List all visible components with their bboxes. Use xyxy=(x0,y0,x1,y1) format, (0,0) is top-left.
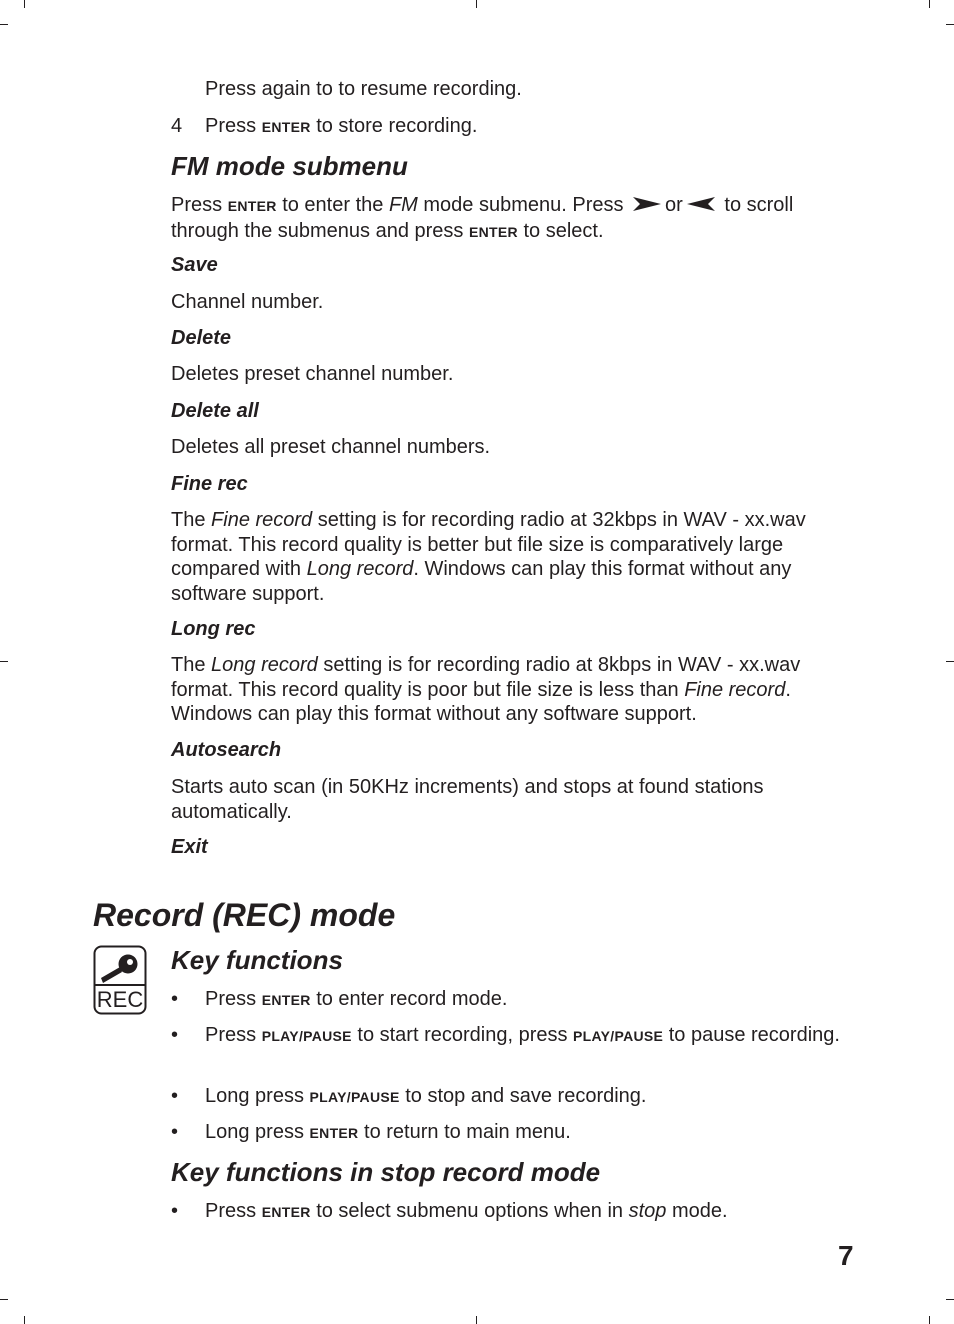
record-mode-heading: Record (REC) mode xyxy=(93,897,396,933)
delete-heading: Delete xyxy=(171,327,232,349)
list-item: • Press ENTER to select submenu options when in stop mode. xyxy=(171,1200,728,1222)
long-rec-text: The Long record setting is for recording radio at 8kbps in WAV - xx.wav format. This record quality is poor but file size is less than Fine record. Windows can play this format without any software support. xyxy=(171,654,801,725)
left-arrow-icon xyxy=(687,197,715,211)
delete-text: Deletes preset channel number. xyxy=(171,363,454,385)
list-item: • Press PLAY/PAUSE to start recording, press PLAY/PAUSE to pause recording. xyxy=(171,1024,840,1046)
list-item: • Long press ENTER to return to main menu. xyxy=(171,1121,571,1143)
bullet: • xyxy=(171,988,179,1010)
save-heading: Save xyxy=(171,254,218,276)
list-item: • Long press PLAY/PAUSE to stop and save recording. xyxy=(171,1085,647,1107)
key-functions-heading: Key functions xyxy=(171,945,343,975)
crop-mark xyxy=(946,661,954,662)
crop-mark xyxy=(0,1299,8,1300)
crop-mark xyxy=(24,1316,25,1324)
step-number: 4 xyxy=(171,115,183,137)
fine-rec-text: The Fine record setting is for recording radio at 32kbps in WAV - xx.wav format. This record quality is better but file size is comparatively large compared with Long record. Windows can play this format without any software support. xyxy=(171,509,806,605)
bullet: • xyxy=(171,1121,179,1143)
fm-submenu-heading: FM mode submenu xyxy=(171,151,408,181)
step-text: Press ENTER to store recording. xyxy=(205,115,478,137)
step-4 xyxy=(171,114,478,139)
fine-rec-heading: Fine rec xyxy=(171,473,248,495)
delete-all-heading: Delete all xyxy=(171,400,259,422)
crop-mark xyxy=(476,1316,477,1324)
page-number: 7 xyxy=(838,1240,854,1271)
autosearch-text: Starts auto scan (in 50KHz increments) and stops at found stations automatically. xyxy=(171,776,764,823)
crop-mark xyxy=(946,1299,954,1300)
crop-mark xyxy=(0,24,8,25)
long-rec-heading: Long rec xyxy=(171,618,256,640)
crop-mark xyxy=(24,0,25,8)
crop-mark xyxy=(476,0,477,8)
resume-line: Press again to to resume recording. xyxy=(205,78,522,100)
bullet: • xyxy=(171,1085,179,1107)
crop-mark xyxy=(946,24,954,25)
list-item: • Press ENTER to enter record mode. xyxy=(171,988,508,1010)
delete-all-text: Deletes all preset channel numbers. xyxy=(171,436,491,458)
save-text: Channel number. xyxy=(171,291,324,313)
right-arrow-icon xyxy=(633,197,661,211)
bullet: • xyxy=(171,1024,179,1046)
rec-key-icon xyxy=(93,945,145,1013)
rec-icon-label: REC xyxy=(96,987,144,1012)
bullet: • xyxy=(171,1200,179,1222)
crop-mark xyxy=(929,0,930,8)
crop-mark xyxy=(929,1316,930,1324)
fm-intro: Press ENTER to enter the FM mode submenu. Press or to scroll through the submenus and press ENTER to select. xyxy=(171,194,794,242)
exit-heading: Exit xyxy=(171,836,208,858)
autosearch-heading: Autosearch xyxy=(171,739,282,761)
stop-mode-heading: Key functions in stop record mode xyxy=(171,1157,601,1187)
crop-mark xyxy=(0,661,8,662)
